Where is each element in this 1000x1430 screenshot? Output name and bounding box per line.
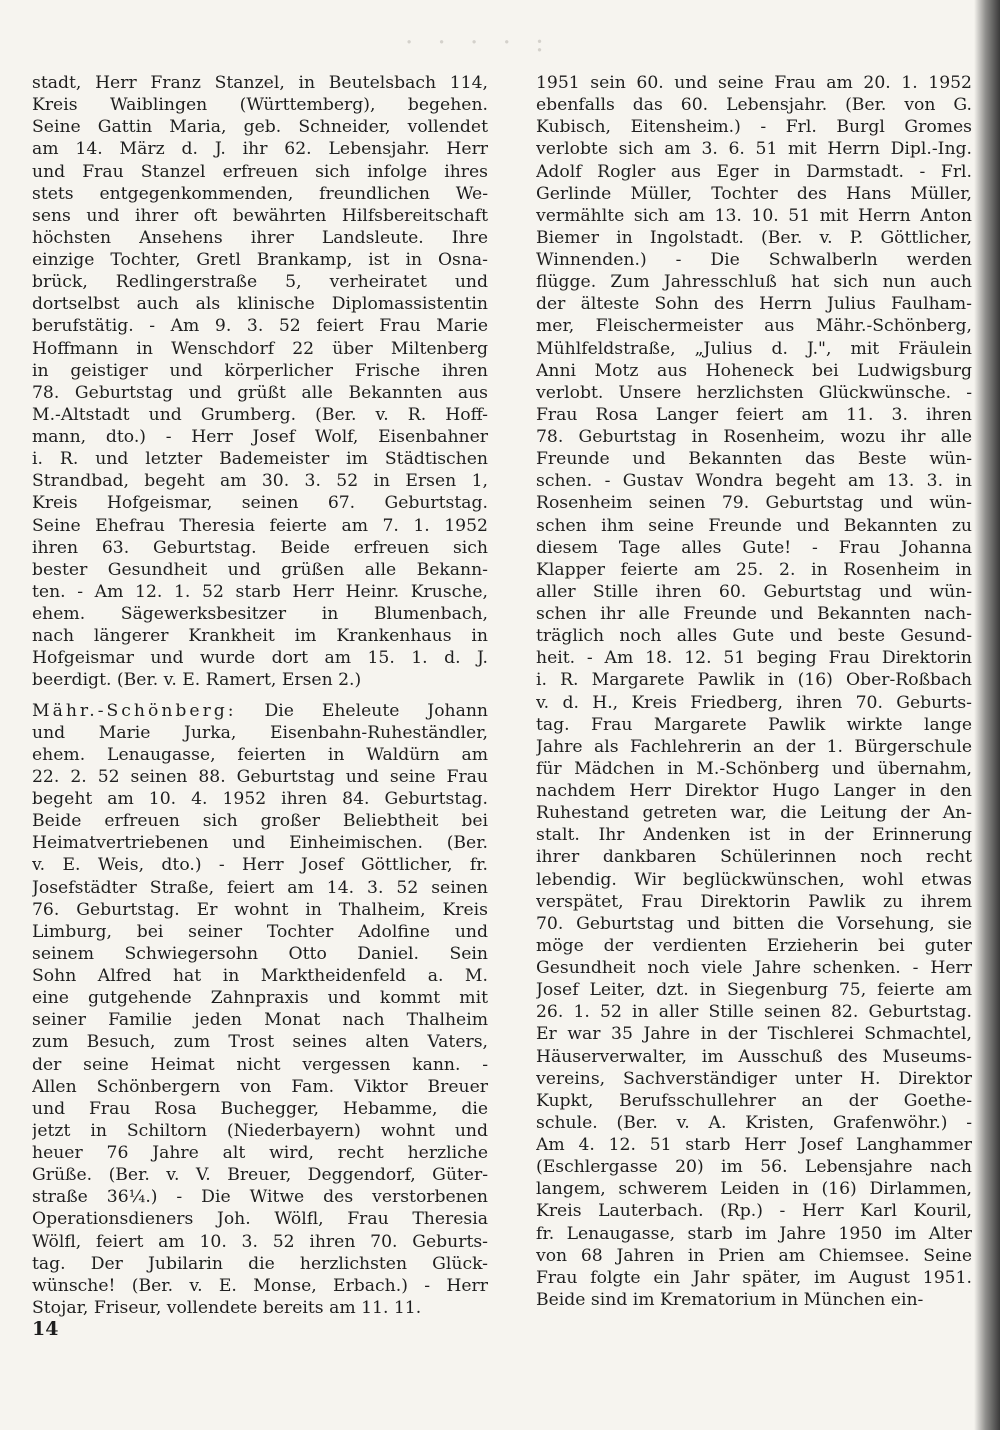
text-line: Seine Gattin Maria, geb. Schneider, vollendet [32,117,488,138]
text-line: in geistiger und körperlicher Frische ihren [32,360,488,381]
text-line: ihrer dankbaren Schülerinnen noch recht [536,847,972,868]
text-line: schen ihr alle Freunde und Bekannten nach- [536,604,972,624]
page-edge-shadow [974,0,1000,1430]
text-line: und Frau Stanzel erfreuen sich infolge ihres [32,161,488,182]
text-line: höchsten Ansehens ihrer Landsleute. Ihre [32,227,488,248]
text-line: Ruhestand getreten war, die Leitung der An- [536,803,972,824]
text-line: sens und ihrer oft bewährten Hilfsbereitschaft [32,205,488,226]
text-line: 78. Geburtstag in Rosenheim, wozu ihr alle [536,427,972,447]
text-line: vermählte sich am 13. 10. 51 mit Herrn Anton [536,205,972,226]
text-line: jetzt in Schiltorn (Niederbayern) wohnt und [32,1120,488,1141]
text-line: flügge. Zum Jahresschluß hat sich nun auch [536,272,972,293]
text-line: mer, Fleischermeister aus Mähr.-Schönberg, [536,316,972,337]
right-column [536,72,972,1311]
text-line: diesem Tage alles Gute! - Frau Johanna [536,537,972,558]
text-line: schen. - Gustav Wondra begeht am 13. 3. in [536,471,972,492]
text-line: und Frau Rosa Buchegger, Hebamme, die [32,1098,488,1119]
text-line: Hofgeismar und wurde dort am 15. 1. d. J. [32,648,488,669]
left-column [32,72,488,1319]
text-line: Seine Ehefrau Theresia feierte am 7. 1. 1952 [32,515,488,536]
text-line: Am 4. 12. 51 starb Herr Josef Langhammer [536,1135,972,1155]
text-line: Grüße. (Ber. v. V. Breuer, Deggendorf, Güter- [32,1165,488,1186]
text-line: seinem Schwiegersohn Otto Daniel. Sein [32,943,488,964]
text-line: heuer 76 Jahre alt wird, recht herzliche [32,1143,488,1163]
text-line: Biemer in Ingolstadt. (Ber. v. P. Göttlicher, [536,227,972,248]
text-line: am 14. März d. J. ihr 62. Lebensjahr. Herr [32,139,488,160]
text-line: der älteste Sohn des Herrn Julius Faulham- [536,294,972,315]
page-number: 14 [32,1318,59,1340]
text-line: Kupkt, Berufsschullehrer an der Goethe- [536,1090,972,1111]
text-line: 22. 2. 52 seinen 88. Geburtstag und seine Frau [32,766,488,787]
text-line: zum Besuch, zum Trost seines alten Vaters, [32,1032,488,1053]
text-line: und Marie Jurka, Eisenbahn-Ruheständler, [32,722,488,743]
text-line: 76. Geburtstag. Er wohnt in Thalheim, Kreis [32,899,488,920]
text-line: (Eschlergasse 20) im 56. Lebensjahre nach [536,1157,972,1178]
text-line: langem, schwerem Leiden in (16) Dirlammen, [536,1179,972,1200]
text-line: fr. Lenaugasse, starb im Jahre 1950 im Alter [536,1223,972,1244]
text-line: Gerlinde Müller, Tochter des Hans Müller, [536,183,972,204]
text-line: schen ihm seine Freunde und Bekannten zu [536,515,972,536]
text-line: brück, Redlingerstraße 5, verheiratet und [32,272,488,293]
text-line: verlobt. Unsere herzlichsten Glückwünsche. - [536,382,972,403]
text-line: M.-Altstadt und Grumberg. (Ber. v. R. Hoff- [32,404,488,425]
text-line [32,700,488,722]
text-line: ehem. Sägewerksbesitzer in Blumenbach, [32,604,488,624]
text-line: Josef Leiter, dzt. in Siegenburg 75, feierte am [536,980,972,1001]
text-line: Häuserverwalter, im Ausschuß des Museums- [536,1046,972,1067]
text-line: mann, dto.) - Herr Josef Wolf, Eisenbahner [32,427,488,447]
paragraph-gap [32,692,488,700]
text-line: bester Gesundheit und grüßen alle Bekann- [32,559,488,580]
text-line: Operationsdieners Joh. Wölfl, Frau Theresia [32,1209,488,1230]
text-line: 70. Geburtstag und bitten die Vorsehung, sie [536,913,972,934]
text-line: Adolf Rogler aus Eger in Darmstadt. - Frl. [536,161,972,182]
text-line: begeht am 10. 4. 1952 ihren 84. Geburtstag. [32,789,488,809]
text-line: Josefstädter Straße, feiert am 14. 3. 52 seinen [32,877,488,898]
text-line: tag. Frau Margarete Pawlik wirkte lange [536,714,972,735]
text-line: Hoffmann in Wenschdorf 22 über Miltenberg [32,338,488,359]
text-line: Freunde und Bekannten das Beste wün- [536,449,972,470]
text-line: nach längerer Krankheit im Krankenhaus in [32,626,488,647]
text-line: Kubisch, Eitensheim.) - Frl. Burgl Gromes [536,117,972,138]
text-line: Heimatvertriebenen und Einheimischen. (Ber. [32,833,488,854]
text-line: beerdigt. (Ber. v. E. Ramert, Ersen 2.) [32,670,362,691]
text-line: Er war 35 Jahre in der Tischlerei Schmachtel, [536,1024,972,1045]
text-line: Kreis Waiblingen (Württemberg), begehen. [32,95,488,116]
text-line: verlobte sich am 3. 6. 51 mit Herrn Dipl.-Ing. [536,139,972,160]
text-line: stadt, Herr Franz Stanzel, in Beutelsbach 114, [32,73,488,93]
text-line: 26. 1. 52 in aller Stille seinen 82. Geburtstag. [536,1002,972,1023]
text-line: i. R. Margarete Pawlik in (16) Ober-Roßbach [536,670,972,691]
text-line: eine gutgehende Zahnpraxis und kommt mit [32,988,488,1009]
text-line: berufstätig. - Am 9. 3. 52 feiert Frau Marie [32,316,488,337]
text-line: lebendig. Wir beglückwünschen, wohl etwas [536,869,972,890]
paragraph-2 [32,700,488,1320]
text-line: schule. (Ber. v. A. Kristen, Grafenwöhr.) - [536,1112,972,1133]
text-line: v. d. H., Kreis Friedberg, ihren 70. Geburts- [536,692,972,713]
text-line: heit. - Am 18. 12. 51 beging Frau Direktorin [536,648,972,669]
text-line: Strandbad, begeht am 30. 3. 52 in Ersen 1, [32,471,488,492]
top-margin-marks: · · · · : [405,28,552,58]
text-line: wünsche! (Ber. v. E. Monse, Erbach.) - Herr [32,1275,488,1296]
text-line: möge der verdienten Erzieherin bei guter [536,935,972,956]
text-line: Winnenden.) - Die Schwalberln werden [536,250,972,270]
text-line: Stojar, Friseur, vollendete bereits am 11. 11. [32,1297,422,1318]
text-line: aller Stille ihren 60. Geburtstag und wün- [536,581,972,602]
text-line: einzige Tochter, Gretl Brankamp, ist in Osna- [32,250,488,270]
text-line: ehem. Lenaugasse, feierten in Waldürn am [32,744,488,765]
text-line: vereins, Sachverständiger unter H. Direktor [536,1068,972,1089]
text-line: Frau Rosa Langer feiert am 11. 3. ihren [536,404,972,425]
text-line: Limburg, bei seiner Tochter Adolfine und [32,921,488,942]
text-line: Beide sind im Krematorium in München ein- [536,1289,924,1310]
text-line: Gesundheit noch viele Jahre schenken. - Herr [536,958,972,978]
heading-line-rest: Die Eheleute Johann [236,700,488,721]
text-line: ebenfalls das 60. Lebensjahr. (Ber. von G. [536,95,972,116]
paragraph-1 [32,72,488,692]
text-line: ihren 63. Geburtstag. Beide erfreuen sich [32,537,488,558]
text-line: i. R. und letzter Bademeister im Städtischen [32,449,488,470]
text-line: Kreis Lauterbach. (Rp.) - Herr Karl Kouril, [536,1201,972,1222]
text-line: stets entgegenkommenden, freundlichen We- [32,183,488,204]
text-line: nachdem Herr Direktor Hugo Langer in den [536,781,972,801]
text-line: Frau folgte ein Jahr später, im August 1951. [536,1267,972,1288]
text-line: träglich noch alles Gute und beste Gesund- [536,626,972,647]
text-line: für Mädchen in M.-Schönberg und übernahm, [536,758,972,779]
section-heading: Mähr.-Schönberg: [32,700,237,721]
text-line: Beide erfreuen sich großer Beliebtheit bei [32,811,488,832]
text-line: 78. Geburtstag und grüßt alle Bekannten aus [32,382,488,403]
text-line: tag. Der Jubilarin die herzlichsten Glück- [32,1253,488,1274]
text-line: verspätet, Frau Direktorin Pawlik zu ihrem [536,891,972,912]
text-line: Allen Schönbergern von Fam. Viktor Breuer [32,1076,488,1097]
text-line: Klapper feierte am 25. 2. in Rosenheim in [536,559,972,580]
text-line: Rosenheim seinen 79. Geburtstag und wün- [536,493,972,514]
text-line: Mühlfeldstraße, „Julius d. J.", mit Fräulein [536,338,972,359]
text-line: Kreis Hofgeismar, seinen 67. Geburtstag. [32,493,488,514]
text-line: der seine Heimat nicht vergessen kann. - [32,1054,488,1075]
text-line: Wölfl, feiert am 10. 3. 52 ihren 70. Geburts- [32,1231,488,1252]
text-line: ten. - Am 12. 1. 52 starb Herr Heinr. Krusche, [32,581,488,602]
text-line: stalt. Ihr Andenken ist in der Erinnerung [536,825,972,846]
text-line: v. E. Weis, dto.) - Herr Josef Göttlicher, fr. [32,855,488,876]
text-line: Sohn Alfred hat in Marktheidenfeld a. M. [32,966,488,986]
text-line: straße 36¼.) - Die Witwe des verstorbenen [32,1187,488,1208]
text-line: Anni Motz aus Hoheneck bei Ludwigsburg [536,360,972,381]
text-line: seiner Familie jeden Monat nach Thalheim [32,1010,488,1031]
text-line: dortselbst auch als klinische Diplomassistentin [32,294,488,315]
text-line: Jahre als Fachlehrerin an der 1. Bürgerschule [536,736,972,757]
text-line: von 68 Jahren in Prien am Chiemsee. Seine [536,1245,972,1266]
text-line: 1951 sein 60. und seine Frau am 20. 1. 1952 [536,73,972,93]
